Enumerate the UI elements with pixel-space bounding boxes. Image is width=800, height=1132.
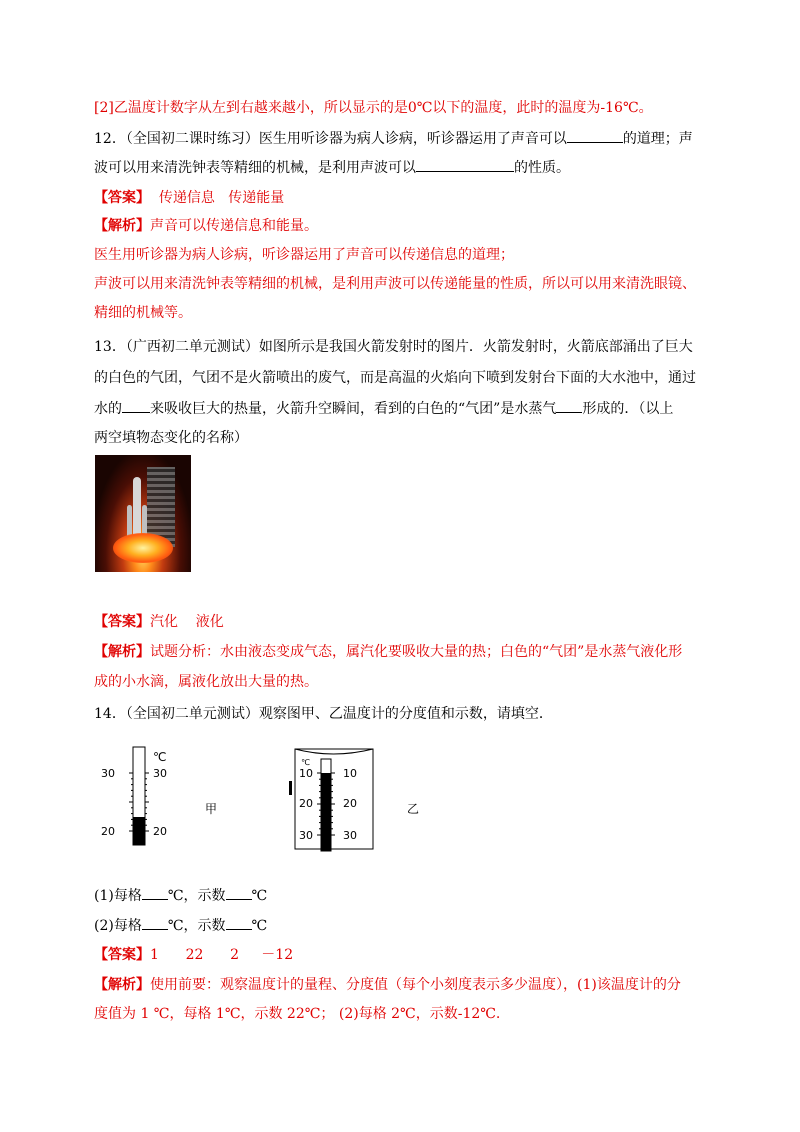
question-13-line-1: 13．（广西初二单元测试）如图所示是我国火箭发射时的图片．火箭发射时，火箭底部涌出了巨大 — [94, 339, 693, 355]
question-12-line-1 — [94, 129, 693, 149]
part-2-text-c: ℃ — [251, 918, 268, 934]
question-12-line-2 — [94, 158, 570, 178]
tick-label-left-20: 20 — [101, 825, 115, 838]
answer-blank-4[interactable] — [556, 400, 582, 413]
thermometer-figure — [95, 745, 535, 865]
answer-text: 传递信息 传递能量 — [150, 190, 285, 206]
caption-jia: 甲 — [205, 802, 218, 816]
tick-label-right-30: 30 — [153, 767, 167, 780]
rocket — [133, 477, 141, 537]
thermometer-yi-clip — [289, 781, 292, 795]
tick-label-right-20: 20 — [153, 825, 167, 838]
question-14-part-2 — [94, 916, 267, 936]
unit-label-yi: ℃ — [301, 758, 310, 767]
part-1-text-b: ℃，示数 — [167, 888, 226, 904]
tick-label-left-20-yi: 20 — [299, 797, 313, 810]
tick-label-left-30: 30 — [101, 767, 115, 780]
analysis-tag: 【解析】 — [94, 644, 150, 660]
question-12-text-c: 波可以用来清洗钟表等精细的机械，是利用声波可以 — [94, 160, 416, 176]
question-12-text-d: 的性质。 — [514, 160, 570, 176]
question-13-answer — [94, 612, 224, 632]
thermometer-yi — [289, 749, 373, 851]
question-13-text-a: 水的 — [94, 401, 122, 417]
question-13-line-2: 的白色的气团，气团不是火箭喷出的废气，而是高温的火焰向下喷到发射台下面的大水池中，通过 — [94, 370, 696, 386]
prev-answer-line: [2]乙温度计数字从左到右越来越小，所以显示的是0℃以下的温度，此时的温度为-16℃。 — [94, 100, 653, 116]
thermometer-jia — [101, 747, 167, 845]
question-13-text-b: 来吸收巨大的热量，火箭升空瞬间，看到的白色的“气团”是水蒸气 — [150, 401, 557, 417]
answer-text: 汽化 液化 — [150, 614, 224, 630]
answer-blank-1[interactable] — [567, 130, 623, 143]
question-14-analysis-1 — [94, 975, 681, 995]
part-2-text-b: ℃，示数 — [167, 918, 226, 934]
analysis-text: 使用前要：观察温度计的量程、分度值（每个小刻度表示多少温度），(1)该温度计的分 — [150, 977, 681, 993]
part-1-text-a: (1)每格 — [94, 888, 142, 904]
launch-fire — [113, 533, 173, 563]
answer-blank-8[interactable] — [226, 917, 252, 930]
question-13-analysis-2: 成的小水滴，属液化放出大量的热。 — [94, 674, 318, 690]
part-2-text-a: (2)每格 — [94, 918, 142, 934]
question-14-analysis-2: 度值为 1 ℃，每格 1℃，示数 22℃； (2)每格 2℃，示数-12℃. — [94, 1006, 501, 1022]
mercury-column-jia — [133, 817, 145, 845]
question-13-analysis-1 — [94, 642, 682, 662]
analysis-tag: 【解析】 — [94, 977, 150, 993]
answer-tag: 【答案】 — [94, 947, 150, 963]
answer-blank-6[interactable] — [226, 887, 252, 900]
tick-label-left-30-yi: 30 — [299, 829, 313, 842]
question-12-explain-2: 声波可以用来清洗钟表等精细的机械，是利用声波可以传递能量的性质，所以可以用来清洗眼镜、 — [94, 276, 696, 292]
rocket-launch-photo — [95, 455, 191, 572]
analysis-tag: 【解析】 — [94, 218, 150, 234]
question-12-text-b: 的道理；声 — [622, 131, 693, 147]
tick-label-left-10: 10 — [299, 767, 313, 780]
question-12-explain-3: 精细的机械等。 — [94, 305, 192, 321]
caption-yi: 乙 — [407, 802, 420, 816]
answer-tag: 【答案】 — [94, 614, 150, 630]
question-12-analysis — [94, 216, 318, 236]
unit-label-jia: ℃ — [153, 750, 167, 764]
analysis-text: 试题分析：水由液态变成气态，属汽化要吸收大量的热；白色的“气团”是水蒸气液化形 — [150, 644, 683, 660]
answer-blank-2[interactable] — [416, 159, 514, 172]
answer-tag: 【答案】 — [94, 190, 150, 206]
answer-blank-5[interactable] — [142, 887, 168, 900]
question-14-line: 14．（全国初二单元测试）观察图甲、乙温度计的分度值和示数，请填空． — [94, 706, 553, 722]
analysis-text: 声音可以传递信息和能量。 — [150, 218, 318, 234]
question-14-answer — [94, 945, 293, 965]
tick-label-right-20-yi: 20 — [343, 797, 357, 810]
question-13-line-3 — [94, 399, 673, 419]
question-14-part-1 — [94, 886, 267, 906]
question-12-text-a: 12．（全国初二课时练习）医生用听诊器为病人诊病，听诊器运用了声音可以 — [94, 131, 567, 147]
answer-text: 1 22 2 －12 — [150, 947, 294, 963]
tick-label-right-10: 10 — [343, 767, 357, 780]
question-12-answer — [94, 188, 284, 208]
mercury-column-yi — [321, 773, 331, 851]
question-13-text-c: 形成的．（以上 — [582, 401, 674, 417]
part-1-text-c: ℃ — [251, 888, 268, 904]
answer-blank-3[interactable] — [122, 400, 150, 413]
rocket-booster-left — [127, 505, 132, 537]
tick-label-right-30-yi: 30 — [343, 829, 357, 842]
answer-blank-7[interactable] — [142, 917, 168, 930]
question-13-line-4: 两空填物态变化的名称） — [94, 430, 248, 446]
question-12-explain-1: 医生用听诊器为病人诊病，听诊器运用了声音可以传递信息的道理； — [94, 247, 514, 263]
